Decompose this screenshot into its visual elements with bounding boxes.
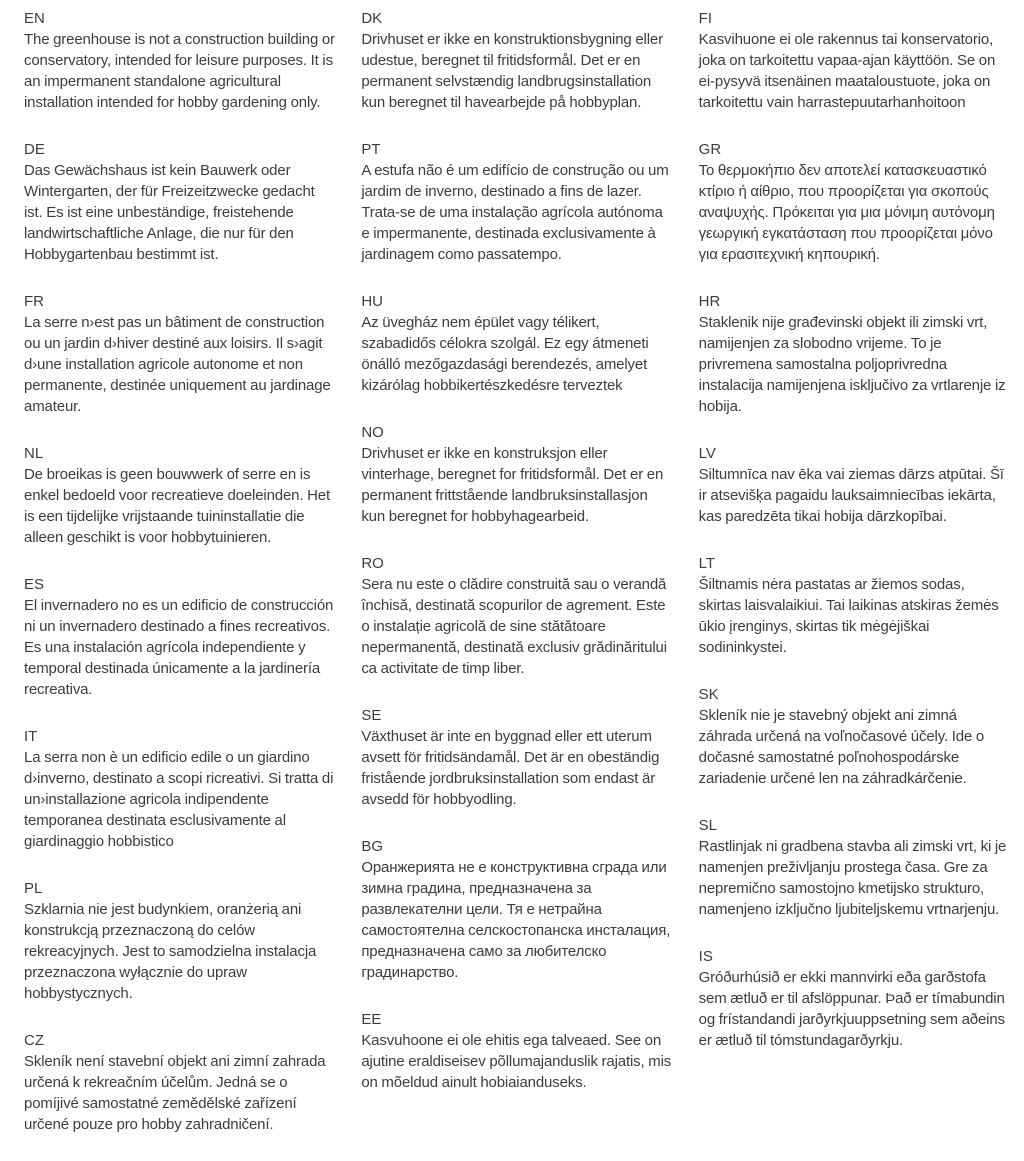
language-code: DK bbox=[361, 10, 383, 27]
language-section-es bbox=[24, 574, 335, 700]
language-text: Skleník není stavební objekt ani zimní zahrada určená k rekreačním účelům. Jedná se o pomíjivé samostatné zemědělské zařízení určené pouze pro hobby zahradničení. bbox=[24, 1053, 326, 1133]
language-code: CZ bbox=[24, 1032, 44, 1049]
language-text: Kasvihuone ei ole rakennus tai konservatorio, joka on tarkoitettu vapaa-ajan käyttöön. Se on ei-pysyvä itsenäinen maataloustuote, joka on tarkoitettu vain harrastepuutarhanhoitoon bbox=[698, 31, 996, 111]
language-code: LV bbox=[698, 445, 716, 462]
language-text: Az üvegház nem épület vagy télikert, szabadidős célokra szolgál. Ez egy átmeneti önálló mezőgazdasági berendezés, amelyet kizárólag hobbikertészkedésre terveztek bbox=[361, 314, 649, 394]
language-text: Das Gewächshaus ist kein Bauwerk oder Wintergarten, der für Freizeitzwecke gedacht ist. Es ist eine unbeständige, freistehende landwirtschaftliche Anlage, die nur für den Hobbygartenbau bestimmt ist. bbox=[24, 162, 315, 263]
language-text: La serre n›est pas un bâtiment de construction ou un jardin d›hiver destiné aux loisirs. Il s›agit d›une installation agricole autonome et non permanente, destinée uniquement au jardinage amateur. bbox=[24, 314, 331, 415]
language-section-hr bbox=[699, 291, 1010, 417]
language-section-sk bbox=[699, 684, 1010, 789]
language-code: GR bbox=[698, 141, 722, 158]
language-text: Оранжерията не е конструктивна сграда или зимна градина, предназначена за развлекателни цели. Тя е нетрайна самостоятелна селскостопанска инсталация, предназначена само за любителско градинарство. bbox=[361, 859, 671, 981]
column-middle bbox=[361, 8, 672, 1161]
language-code: PT bbox=[361, 141, 381, 158]
language-section-bg bbox=[361, 836, 672, 983]
language-code: DE bbox=[24, 141, 45, 158]
language-text: Szklarnia nie jest budynkiem, oranżerią ani konstrukcją przeznaczoną do celów rekreacyjnych. Jest to samodzielna instalacja przeznaczona wyłącznie do upraw hobbystycznych. bbox=[24, 901, 317, 1002]
language-code: EN bbox=[24, 10, 45, 27]
language-section-lt bbox=[699, 553, 1010, 658]
language-section-no bbox=[361, 422, 672, 527]
column-right bbox=[699, 8, 1010, 1161]
language-text: Kasvuhoone ei ole ehitis ega talveaed. See on ajutine eraldiseisev põllumajanduslik rajatis, mis on mõeldud ainult hobiaianduseks. bbox=[361, 1032, 672, 1091]
language-code: NO bbox=[361, 424, 384, 441]
language-text: De broeikas is geen bouwwerk of serre en is enkel bedoeld voor recreatieve doeleinden. Het is een tijdelijke vrijstaande tuininstallatie die alleen geschikt is voor hobbytuinieren. bbox=[24, 466, 330, 546]
language-text: A estufa não é um edifício de construção ou um jardim de inverno, destinado a fins de lazer. Trata-se de uma instalação agrícola autónoma e impermanente, destinada exclusivamente à jardinagem como passatempo. bbox=[361, 162, 669, 263]
language-text: Το θερμοκήπιο δεν αποτελεί κατασκευαστικό κτίριο ή αίθριο, που προορίζεται για σκοπούς αναψυχής. Πρόκειται για μια μόνιμη αυτόνομη γεωργική εγκατάσταση που προορίζεται μόνο για ερασιτεχνική κηπουρική. bbox=[698, 162, 995, 263]
language-code: BG bbox=[361, 838, 384, 855]
language-text: Drivhuset er ikke en konstruktionsbygning eller udestue, beregnet til fritidsformål. Det er en permanent selvstændig landbrugsinstallation kun beregnet til havearbejde på hobbyplan. bbox=[361, 31, 663, 111]
language-section-ee bbox=[361, 1009, 672, 1093]
language-section-pt bbox=[361, 139, 672, 265]
language-text: Gróðurhúsið er ekki mannvirki eða garðstofa sem ætluð er til afslöppunar. Það er tímabundin og frístandandi jarðyrkjuuppsetning sem aðeins er ætluð til tómstundagarðyrkju. bbox=[698, 969, 1005, 1049]
language-code: EE bbox=[361, 1011, 382, 1028]
language-code: HU bbox=[361, 293, 383, 310]
language-section-nl bbox=[24, 443, 335, 548]
language-text: Växthuset är inte en byggnad eller ett uterum avsett för fritidsändamål. Det är en obeständig fristående jordbruksinstallation som endast är avsedd för hobbyodling. bbox=[361, 728, 660, 808]
language-code: NL bbox=[24, 445, 44, 462]
language-code: ES bbox=[24, 576, 45, 593]
language-code: RO bbox=[361, 555, 384, 572]
language-code: PL bbox=[24, 880, 43, 897]
language-text: Siltumnīca nav ēka vai ziemas dārzs atpūtai. Šī ir atsevišķa pagaidu lauksaimniecības iekārta, kas paredzēta tikai hobija dārzkopībai. bbox=[698, 466, 1004, 525]
language-text: Sera nu este o clădire construită sau o verandă închisă, destinată scopurilor de agrement. Este o instalație agricolă de sine stătătoare nepermanentă, destinată exclusiv grădinăritului ca activitate de timp liber. bbox=[361, 576, 667, 677]
language-section-fr bbox=[24, 291, 335, 417]
language-text: The greenhouse is not a construction building or conservatory, intended for leisure purposes. It is an impermanent standalone agricultural installation intended for hobby gardening only. bbox=[24, 31, 335, 111]
language-text: Šiltnamis nėra pastatas ar žiemos sodas, skirtas laisvalaikiui. Tai laikinas atskiras žemės ūkio įrenginys, skirtas tik mėgėjiškai sodininkystei. bbox=[698, 576, 999, 656]
language-code: SE bbox=[361, 707, 382, 724]
language-code: FR bbox=[24, 293, 44, 310]
language-section-fi bbox=[699, 8, 1010, 113]
language-text: Rastlinjak ni gradbena stavba ali zimski vrt, ki je namenjen preživljanju prostega časa. Gre za nepremično samostojno kmetijsko strukturo, namenjeno izključno ljubiteljskemu vrtnarjenju. bbox=[698, 838, 1007, 918]
language-code: IT bbox=[24, 728, 38, 745]
language-section-dk bbox=[361, 8, 672, 113]
language-section-de bbox=[24, 139, 335, 265]
language-text: La serra non è un edificio edile o un giardino d›inverno, destinato a scopi ricreativi. Si tratta di un›installazione agricola indipendente temporanea destinata esclusivamente al giardinaggio hobbistico bbox=[24, 749, 334, 850]
language-code: FI bbox=[698, 10, 712, 27]
language-text: Drivhuset er ikke en konstruksjon eller vinterhage, beregnet for fritidsformål. Det er en permanent frittstående landbruksinstallasjon kun beregnet for hobbyhagearbeid. bbox=[361, 445, 664, 525]
language-section-hu bbox=[361, 291, 672, 396]
language-section-en bbox=[24, 8, 335, 113]
language-section-it bbox=[24, 726, 335, 852]
language-text: Staklenik nije građevinski objekt ili zimski vrt, namijenjen za slobodno vrijeme. To je privremena samostalna poljoprivredna instalacija namijenjena isključivo za vrtlarenje iz hobija. bbox=[698, 314, 1006, 415]
language-section-lv bbox=[699, 443, 1010, 527]
language-code: SL bbox=[698, 817, 718, 834]
language-code: IS bbox=[698, 948, 713, 965]
language-text: El invernadero no es un edificio de construcción ni un invernadero destinado a fines recreativos. Es una instalación agrícola independiente y temporal destinada únicamente a la jardinería recreativa. bbox=[24, 597, 334, 698]
language-section-sl bbox=[699, 815, 1010, 920]
language-section-cz bbox=[24, 1030, 335, 1135]
language-text: Skleník nie je stavebný objekt ani zimná záhrada určená na voľnočasové účely. Ide o dočasné samostatné poľnohospodárske zariadenie určené len na záhradkárčenie. bbox=[698, 707, 985, 787]
language-section-ro bbox=[361, 553, 672, 679]
language-section-is bbox=[699, 946, 1010, 1051]
language-code: SK bbox=[698, 686, 719, 703]
language-section-gr bbox=[699, 139, 1010, 265]
language-code: LT bbox=[698, 555, 716, 572]
language-section-pl bbox=[24, 878, 335, 1004]
language-code: HR bbox=[698, 293, 721, 310]
column-left bbox=[24, 8, 335, 1161]
language-section-se bbox=[361, 705, 672, 810]
